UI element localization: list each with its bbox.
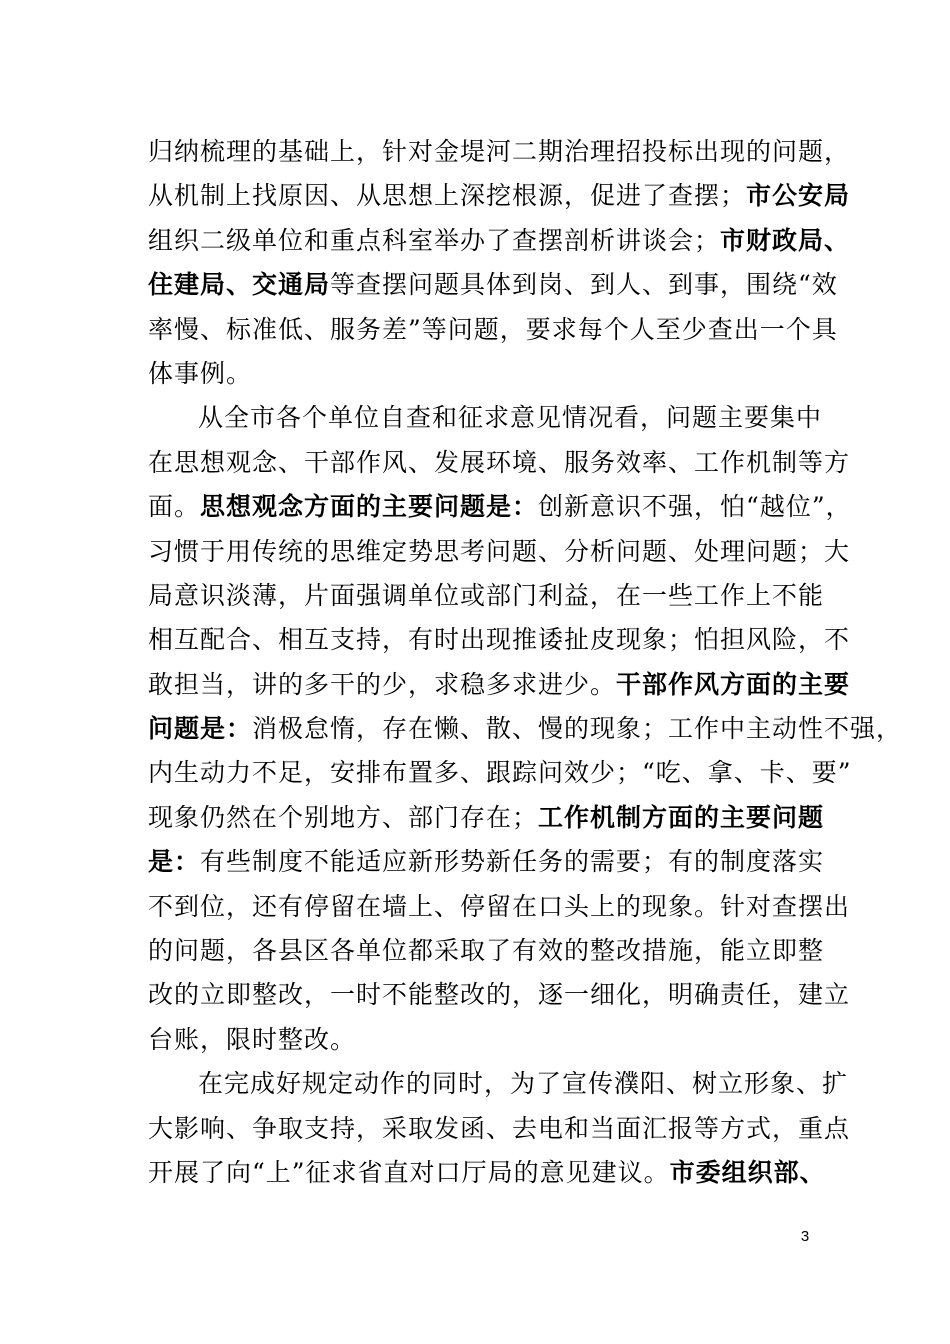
text-line (148, 663, 851, 707)
text-segment: 局意识淡薄，片面强调单位或部门利益，在一些工作上不能 (148, 580, 825, 610)
text-line (148, 1107, 851, 1151)
text-segment: 有些制度不能适应新形势新任务的需要；有的制度落实 (200, 847, 825, 877)
text-segment: 不到位，还有停留在墙上、停留在口头上的现象。针对查摆出 (148, 891, 851, 921)
text-line (148, 707, 903, 751)
text-line (148, 396, 823, 440)
text-segment: 率慢、标准低、服务差”等问题，要求每个人至少查出一个具 (148, 314, 838, 344)
text-segment: 大影响、争取支持，采取发函、去电和当面汇报等方式，重点 (148, 1113, 851, 1143)
text-line (148, 929, 825, 973)
text-line (148, 441, 851, 485)
bold-text-segment: 干部作风方面的主要 (616, 669, 851, 699)
text-segment: 内生动力不足，安排布置多、跟踪问效少；“吃、拿、卡、要” (148, 758, 852, 788)
text-segment: 的问题，各县区各单位都采取了有效的整改措施，能立即整 (148, 936, 825, 966)
text-segment: 改的立即整改，一时不能整改的，逐一细化，明确责任，建立 (148, 980, 851, 1010)
bold-text-segment: 市公安局 (746, 181, 851, 211)
text-line (148, 352, 813, 396)
text-segment: 台账，限时整改。 (148, 1024, 357, 1054)
text-segment: 等查摆问题具体到岗、到人、到事，围绕“效 (330, 270, 838, 300)
text-line (148, 1151, 826, 1195)
text-line (148, 308, 838, 352)
body-text (148, 130, 903, 1195)
bold-text-segment: 市委组织部、 (669, 1157, 826, 1187)
bold-text-segment: 是： (148, 847, 201, 877)
text-line (148, 840, 825, 884)
text-segment: 组织二级单位和重点科室举办了查摆剖析讲谈会； (148, 225, 721, 255)
text-segment: 习惯于用传统的思维定势思考问题、分析问题、处理问题；大 (148, 536, 851, 566)
text-segment: 现象仍然在个别地方、部门存在； (148, 802, 539, 832)
text-segment: 在完成好规定动作的同时，为了宣传濮阳、树立形象、扩 (198, 1069, 849, 1099)
text-segment: 开展了向“上”征求省直对口厅局的意见建议。 (148, 1157, 670, 1187)
text-segment: 从全市各个单位自查和征求意见情况看，问题主要集中 (198, 403, 823, 433)
page-number: 3 (800, 1228, 810, 1245)
text-line (148, 130, 851, 174)
text-line (148, 530, 851, 574)
bold-text-segment: 市财政局、 (720, 225, 851, 255)
text-segment: 面。 (148, 492, 201, 522)
text-segment: 敢担当，讲的多干的少，求稳多求进少。 (148, 669, 617, 699)
text-segment: 从机制上找原因、从思想上深挖根源，促进了查摆； (148, 181, 747, 211)
bold-text-segment: 住建局、交通局 (148, 270, 331, 300)
text-segment: 体事例。 (148, 358, 253, 388)
text-line (148, 796, 825, 840)
bold-text-segment: 问题是： (148, 714, 253, 744)
text-segment: 创新意识不强，怕“越位”， (538, 492, 852, 522)
text-segment: 在思想观念、干部作风、发展环境、服务效率、工作机制等方 (148, 447, 851, 477)
bold-text-segment: 工作机制方面的主要问题 (538, 802, 825, 832)
text-line (148, 751, 852, 795)
text-line (148, 485, 852, 529)
text-line (148, 618, 851, 662)
bold-text-segment: 思想观念方面的主要问题是： (200, 492, 539, 522)
text-line (148, 885, 851, 929)
text-segment: 归纳梳理的基础上，针对金堤河二期治理招投标出现的问题， (148, 137, 851, 166)
text-line (148, 263, 838, 307)
text-line (148, 574, 825, 618)
text-line (148, 1018, 813, 1062)
text-line (148, 973, 851, 1017)
text-line (148, 1062, 849, 1106)
text-segment: 相互配合、相互支持，有时出现推诿扯皮现象；怕担风险，不 (148, 625, 851, 655)
text-line (148, 219, 851, 263)
text-line (148, 174, 851, 218)
text-segment: 消极怠惰，存在懒、散、慢的现象；工作中主动性不强， (252, 714, 903, 744)
